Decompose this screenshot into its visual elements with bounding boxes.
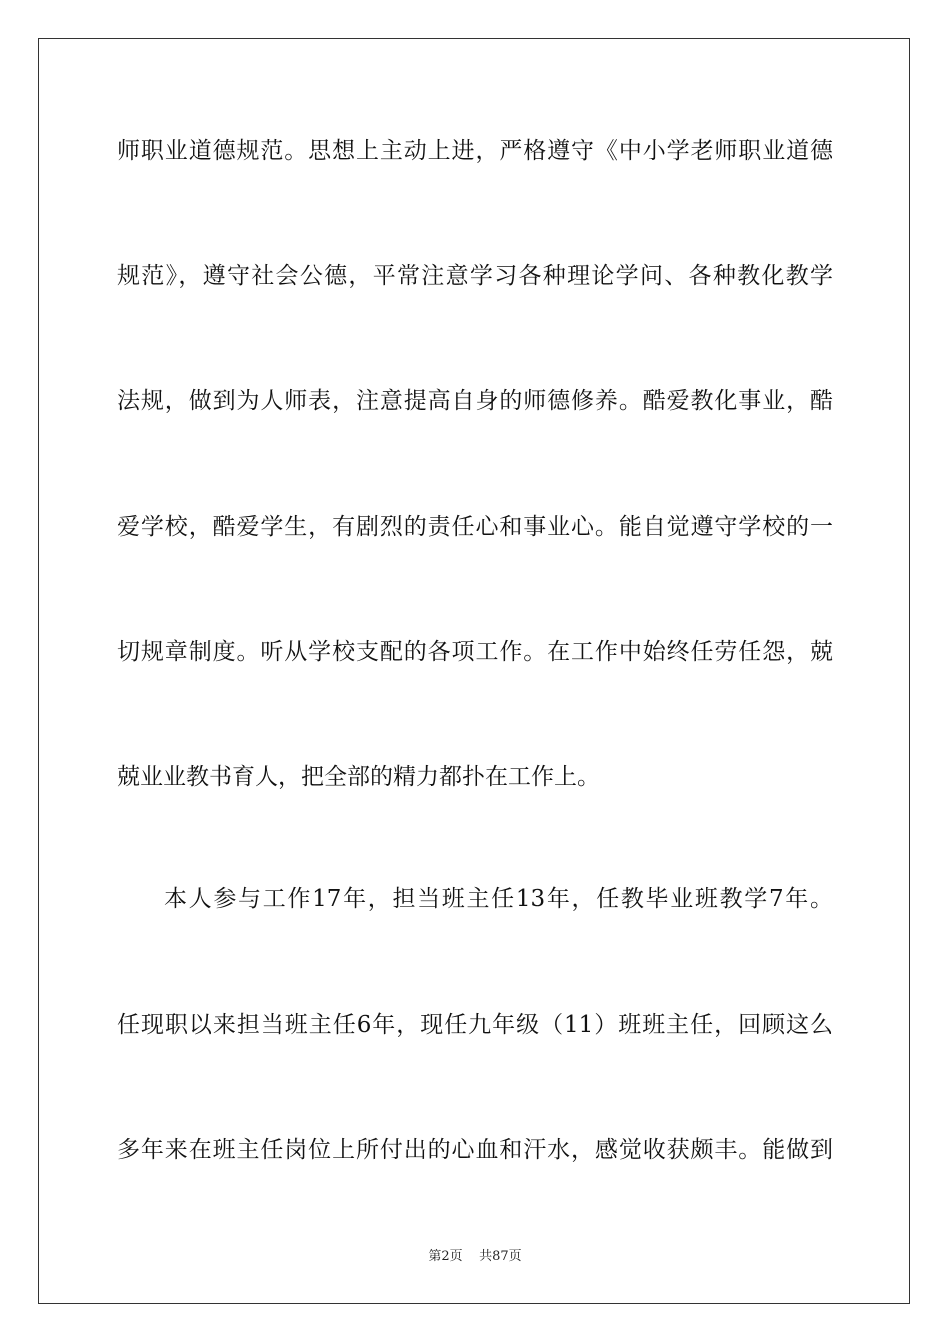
body-line-5: 切规章制度。听从学校支配的各项工作。在工作中始终任劳任怨，兢: [117, 639, 833, 665]
body-line-8: 任现职以来担当班主任6年，现任九年级（11）班班主任，回顾这么: [117, 1012, 833, 1038]
body-line-7: 本人参与工作17年，担当班主任13年，任教毕业班教学7年。: [164, 886, 833, 912]
body-line-4: 爱学校，酷爱学生，有剧烈的责任心和事业心。能自觉遵守学校的一: [117, 514, 833, 540]
page-footer: [0, 1249, 950, 1265]
body-line-1: 师职业道德规范。思想上主动上进，严格遵守《中小学老师职业道德: [117, 138, 833, 164]
body-line-6: 兢业业教书育人，把全部的精力都扑在工作上。: [117, 764, 600, 790]
body-line-2: 规范》，遵守社会公德，平常注意学习各种理论学问、各种教化教学: [117, 263, 833, 289]
page-total: 共87页: [479, 1249, 522, 1264]
body-line-9: 多年来在班主任岗位上所付出的心血和汗水，感觉收获颇丰。能做到: [117, 1137, 833, 1163]
page-border: [38, 38, 910, 1304]
page-number: 第2页: [428, 1249, 463, 1264]
body-line-3: 法规，做到为人师表，注意提高自身的师德修养。酷爱教化事业，酷: [117, 388, 833, 414]
